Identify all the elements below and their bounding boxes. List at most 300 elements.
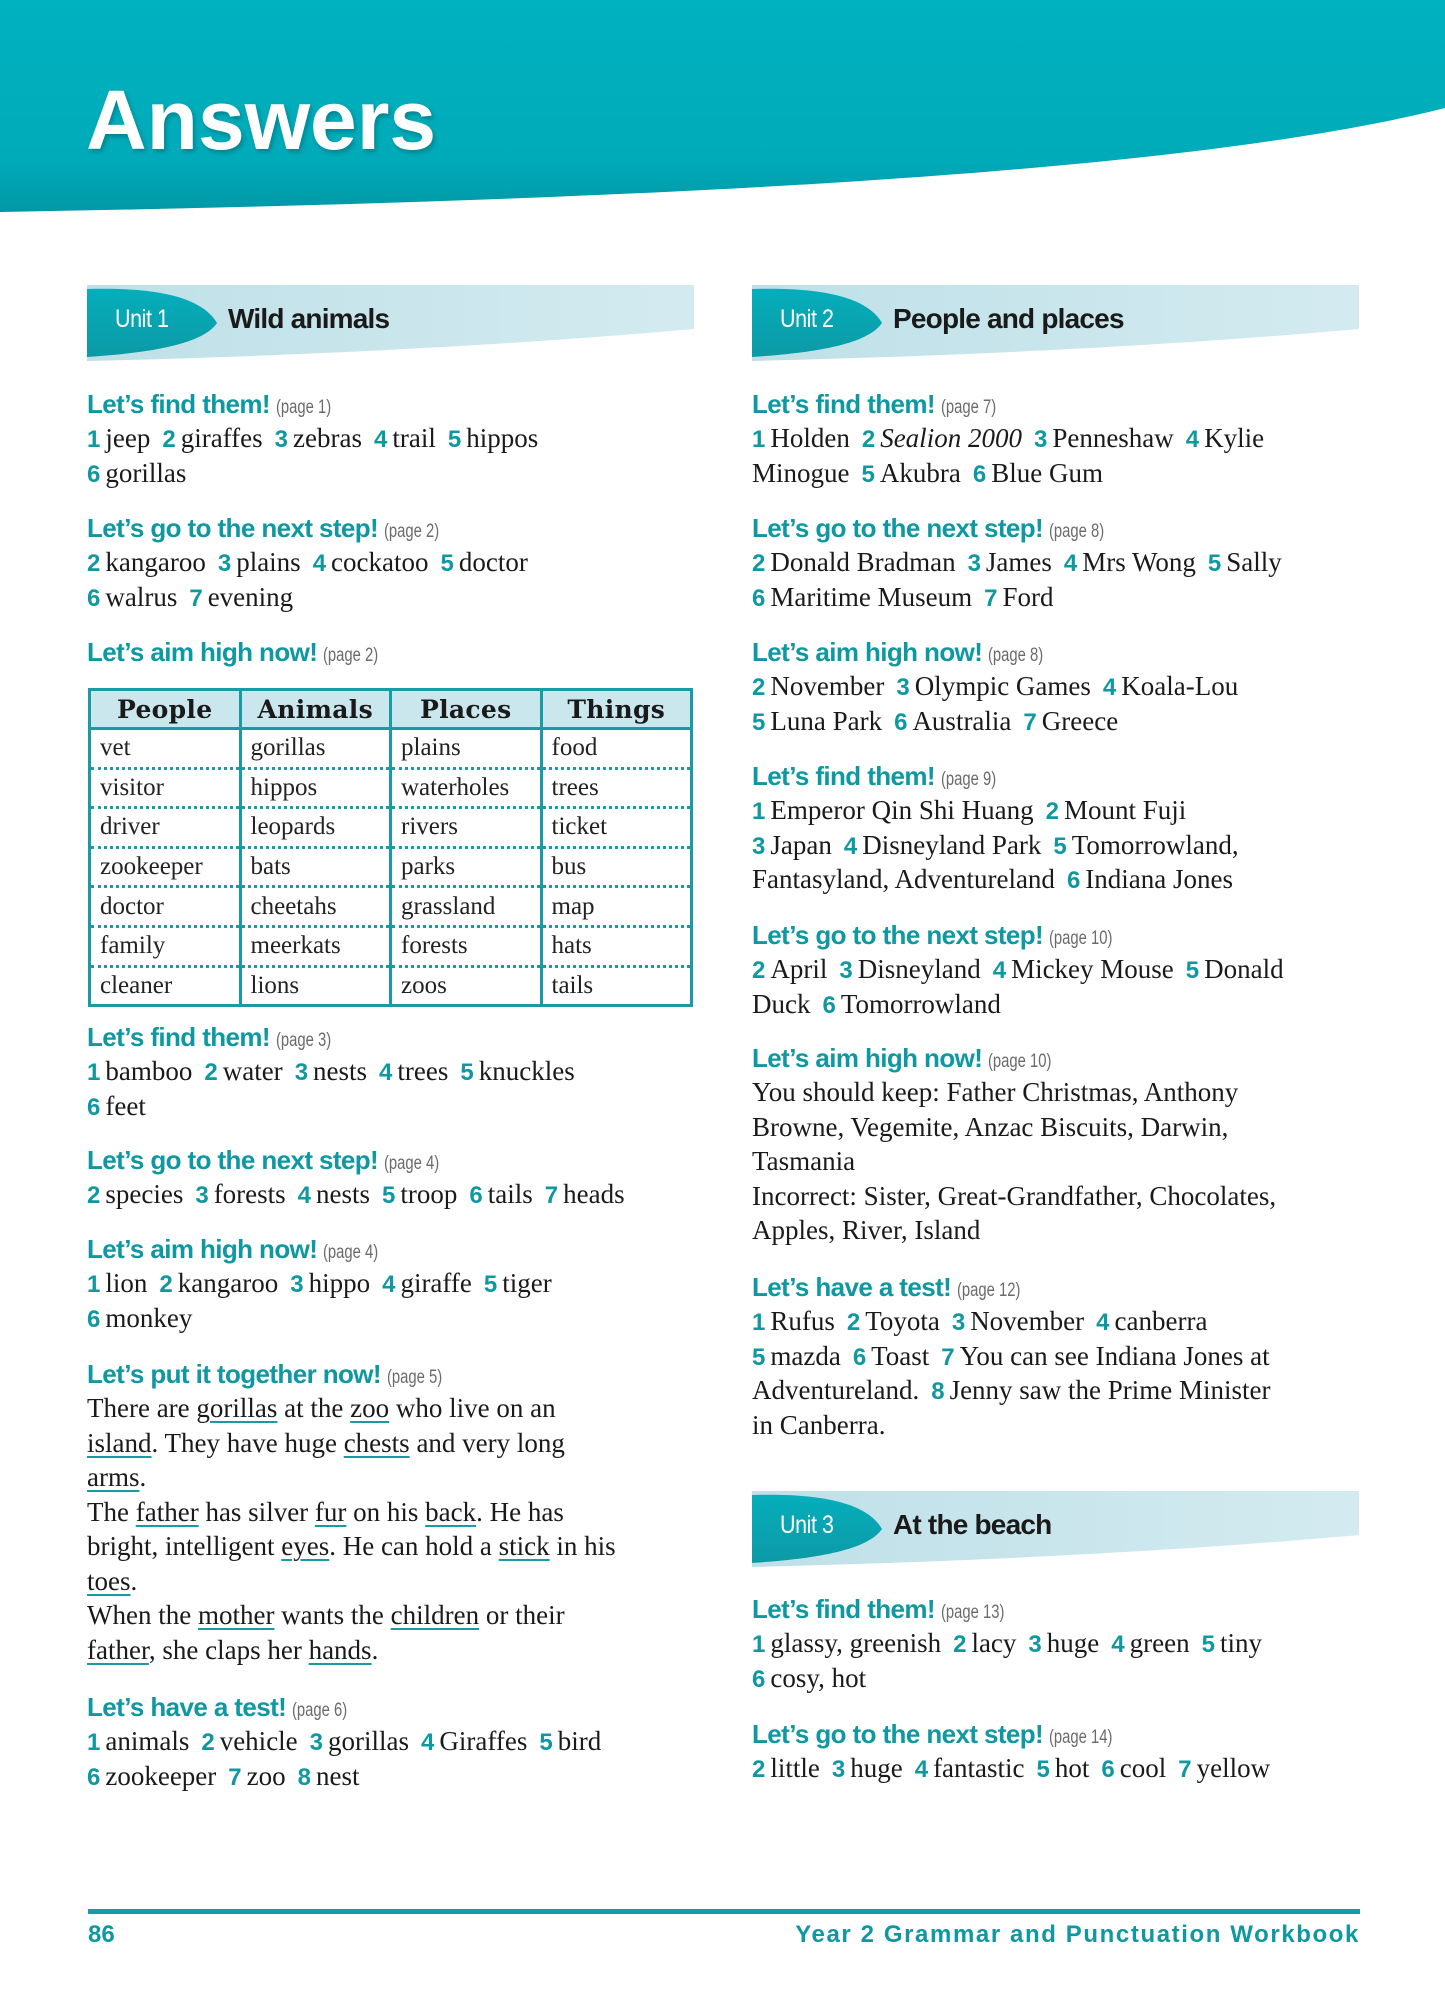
paragraph-text: , she claps her bbox=[148, 1634, 309, 1665]
section-unit1-have-a-test-p6 bbox=[87, 1690, 707, 1793]
section-heading bbox=[752, 387, 1372, 421]
answer-text: knuckles bbox=[478, 1056, 575, 1086]
answer-number: 4 bbox=[297, 1182, 312, 1209]
column-header: Places bbox=[391, 690, 542, 729]
answer-text: doctor bbox=[458, 547, 528, 577]
underlined-noun: chests bbox=[343, 1427, 410, 1458]
answer-number: 5 bbox=[752, 708, 766, 736]
answer-line bbox=[752, 704, 1372, 739]
answer-text: animals bbox=[105, 1726, 190, 1756]
answer-line bbox=[752, 987, 1372, 1022]
answer-text: Mickey Mouse bbox=[1011, 954, 1174, 984]
table-cell: hippos bbox=[240, 768, 391, 808]
answer-number: 6 bbox=[822, 991, 836, 1019]
answer-text: fantastic bbox=[933, 1753, 1025, 1783]
paragraph-line bbox=[87, 1564, 707, 1599]
answer-text: water bbox=[222, 1056, 283, 1086]
answer-number: 2 bbox=[953, 1631, 967, 1658]
table-cell: zoos bbox=[391, 966, 542, 1006]
answer-number: 5 bbox=[1201, 1631, 1215, 1658]
answer-text: giraffes bbox=[180, 423, 263, 453]
table-row bbox=[90, 808, 692, 848]
page-reference: (page 1) bbox=[276, 397, 332, 418]
table-cell: plains bbox=[391, 729, 542, 769]
answer-text: Duck bbox=[752, 988, 811, 1019]
answer-number: 1 bbox=[752, 798, 766, 825]
answer-text: cockatoo bbox=[331, 547, 429, 577]
unit-label: Unit 1 bbox=[115, 305, 169, 333]
section-heading bbox=[87, 387, 707, 421]
table-header-row bbox=[90, 690, 692, 729]
page-reference: (page 3) bbox=[276, 1030, 332, 1051]
answer-number: 5 bbox=[1053, 832, 1067, 860]
answer-text: Akubra bbox=[879, 457, 961, 488]
answer-text: hippo bbox=[308, 1268, 371, 1298]
page-reference: (page 2) bbox=[384, 521, 440, 542]
answer-text: Browne, Vegemite, Anzac Biscuits, Darwin, bbox=[752, 1111, 1229, 1142]
answer-line bbox=[752, 1179, 1372, 1214]
answer-number: 2 bbox=[159, 1271, 173, 1298]
underlined-noun: zoo bbox=[350, 1393, 390, 1423]
answer-number: 4 bbox=[1185, 426, 1200, 453]
answer-number: 2 bbox=[752, 674, 766, 701]
underlined-noun: eyes bbox=[281, 1531, 330, 1561]
table-body bbox=[90, 729, 692, 1006]
answer-number: 3 bbox=[309, 1729, 324, 1756]
answer-number: 7 bbox=[1178, 1756, 1192, 1783]
answer-line bbox=[752, 1213, 1372, 1248]
answer-text: Incorrect: Sister, Great-Grandfather, Chocolates, bbox=[752, 1180, 1277, 1211]
answer-text: Holden bbox=[770, 423, 850, 453]
answer-text: Japan bbox=[770, 829, 832, 860]
section-title: Let’s find them! bbox=[752, 761, 935, 791]
section-title: Let’s find them! bbox=[752, 1594, 935, 1624]
section-unit2-have-a-test-p12 bbox=[752, 1270, 1372, 1442]
section-unit2-find-them-p9 bbox=[752, 759, 1372, 897]
paragraph-text: . bbox=[139, 1462, 147, 1492]
answer-line bbox=[87, 1177, 707, 1212]
unit-1-band bbox=[87, 285, 694, 361]
answer-text: yellow bbox=[1196, 1753, 1271, 1783]
paragraph-text: in his bbox=[549, 1531, 616, 1561]
answer-line bbox=[752, 421, 1372, 456]
answer-text: bird bbox=[557, 1726, 602, 1756]
table-cell: tails bbox=[541, 966, 692, 1006]
paragraph-text: or their bbox=[479, 1600, 565, 1630]
answer-number: 4 bbox=[373, 426, 388, 453]
section-unit2-find-them-p7 bbox=[752, 387, 1372, 490]
answer-text: jeep bbox=[105, 423, 151, 453]
answer-text: Tasmania bbox=[752, 1146, 856, 1176]
answer-line bbox=[752, 1304, 1372, 1339]
table-cell: meerkats bbox=[240, 926, 391, 966]
answer-number: 3 bbox=[1028, 1631, 1042, 1658]
answer-text: Indiana Jones bbox=[1085, 864, 1234, 894]
answer-text: Rufus bbox=[770, 1306, 835, 1336]
unit-label: Unit 3 bbox=[780, 1511, 834, 1539]
answer-text: Adventureland. bbox=[752, 1375, 920, 1405]
answer-text: cosy, hot bbox=[770, 1662, 867, 1693]
answer-text: Australia bbox=[912, 705, 1012, 736]
answer-number: 3 bbox=[294, 1059, 309, 1086]
answer-text: zookeeper bbox=[105, 1760, 217, 1791]
answer-text: Mount Fuji bbox=[1063, 795, 1187, 825]
page-reference: (page 4) bbox=[384, 1153, 440, 1174]
answer-text: Toast bbox=[871, 1340, 930, 1371]
answer-number: 5 bbox=[440, 550, 454, 577]
answer-number: 6 bbox=[1101, 1756, 1115, 1783]
answer-number: 1 bbox=[752, 426, 766, 453]
answer-text: nest bbox=[316, 1760, 360, 1791]
answer-text: nests bbox=[316, 1179, 371, 1209]
answer-line bbox=[752, 1751, 1372, 1786]
answer-number: 3 bbox=[752, 832, 766, 860]
unit-title: People and places bbox=[893, 303, 1124, 334]
paragraph-line bbox=[87, 1460, 707, 1495]
answer-line bbox=[752, 862, 1372, 897]
paragraph-line bbox=[87, 1391, 707, 1426]
paragraph-text: . bbox=[371, 1634, 379, 1665]
answer-line bbox=[752, 952, 1372, 987]
answer-number: 7 bbox=[941, 1343, 955, 1371]
answer-text: gorillas bbox=[105, 457, 187, 488]
table-cell: map bbox=[541, 887, 692, 927]
answer-number: 4 bbox=[382, 1271, 396, 1298]
answer-number: 7 bbox=[189, 584, 203, 612]
section-heading bbox=[752, 635, 1372, 669]
answer-number: 6 bbox=[752, 584, 766, 612]
section-title: Let’s have a test! bbox=[87, 1692, 287, 1722]
section-heading bbox=[752, 759, 1372, 793]
paragraph-text: bright, intelligent bbox=[87, 1531, 282, 1561]
answer-text: feet bbox=[105, 1090, 146, 1121]
section-unit2-next-step-p8 bbox=[752, 511, 1372, 614]
answer-number: 7 bbox=[984, 584, 998, 612]
answer-number: 3 bbox=[831, 1756, 846, 1783]
answer-line bbox=[752, 1626, 1372, 1661]
table-cell: ticket bbox=[541, 808, 692, 848]
answer-text: Sealion 2000 bbox=[880, 423, 1022, 453]
answer-line bbox=[752, 545, 1372, 580]
answer-number: 4 bbox=[1111, 1631, 1125, 1658]
answer-number: 5 bbox=[1185, 957, 1200, 984]
answer-number: 2 bbox=[201, 1729, 215, 1756]
unit-2-band bbox=[752, 285, 1359, 361]
answer-line bbox=[752, 1661, 1372, 1696]
section-heading bbox=[87, 1357, 707, 1391]
page-reference: (page 2) bbox=[323, 645, 379, 666]
answer-text: huge bbox=[1046, 1628, 1100, 1658]
answer-text: forests bbox=[213, 1179, 286, 1209]
answer-number: 3 bbox=[951, 1309, 966, 1336]
answer-number: 5 bbox=[483, 1271, 498, 1298]
answer-number: 2 bbox=[752, 957, 766, 984]
answer-text: walrus bbox=[105, 581, 178, 612]
section-title: Let’s have a test! bbox=[752, 1272, 952, 1302]
underlined-noun: children bbox=[390, 1600, 480, 1630]
answer-number: 5 bbox=[460, 1059, 474, 1086]
answer-number: 1 bbox=[87, 426, 101, 453]
answer-text: Disneyland bbox=[857, 954, 981, 984]
underlined-noun: back bbox=[425, 1496, 477, 1527]
answer-line bbox=[87, 580, 707, 615]
section-heading bbox=[752, 1041, 1372, 1075]
answer-number: 3 bbox=[967, 550, 981, 577]
paragraph-line bbox=[87, 1633, 707, 1668]
paragraph-line bbox=[87, 1495, 707, 1530]
answer-text: Maritime Museum bbox=[770, 581, 973, 612]
section-unit2-aim-high-p8 bbox=[752, 635, 1372, 738]
answer-text: Sally bbox=[1226, 547, 1282, 577]
section-heading bbox=[752, 1270, 1372, 1304]
book-title: Year 2 Grammar and Punctuation Workbook bbox=[795, 1921, 1360, 1948]
answer-number: 4 bbox=[992, 957, 1007, 984]
page-number: 86 bbox=[88, 1921, 115, 1948]
section-unit2-next-step-p10 bbox=[752, 918, 1372, 1021]
section-title: Let’s go to the next step! bbox=[752, 513, 1044, 543]
section-unit1-aim-high-p4 bbox=[87, 1232, 707, 1335]
table-cell: family bbox=[90, 926, 241, 966]
section-title: Let’s find them! bbox=[87, 1022, 270, 1052]
answer-number: 4 bbox=[312, 550, 327, 577]
section-unit1-find-them-p1 bbox=[87, 387, 707, 490]
paragraph-text: . He can hold a bbox=[329, 1531, 499, 1561]
page-reference: (page 8) bbox=[988, 645, 1044, 666]
answer-text: Giraffes bbox=[439, 1726, 528, 1756]
paragraph-line bbox=[87, 1598, 707, 1633]
answer-number: 2 bbox=[204, 1059, 218, 1086]
answer-text: species bbox=[105, 1179, 184, 1209]
answer-number: 6 bbox=[87, 1763, 101, 1791]
answer-text: November bbox=[970, 1306, 1085, 1336]
answer-text: November bbox=[770, 671, 885, 701]
answer-text: kangaroo bbox=[105, 547, 206, 577]
answer-text: Olympic Games bbox=[914, 671, 1091, 701]
answer-line bbox=[752, 828, 1372, 863]
answer-number: 2 bbox=[846, 1309, 861, 1336]
section-heading bbox=[87, 635, 707, 669]
underlined-noun: mother bbox=[197, 1600, 275, 1630]
answer-number: 6 bbox=[894, 708, 908, 736]
table-cell: forests bbox=[391, 926, 542, 966]
table-cell: bus bbox=[541, 847, 692, 887]
unit-3-band bbox=[752, 1491, 1359, 1567]
answer-text: giraffe bbox=[400, 1268, 472, 1298]
underlined-noun: gorillas bbox=[196, 1393, 278, 1423]
answer-text: gorillas bbox=[328, 1726, 410, 1756]
answer-line bbox=[752, 1373, 1372, 1408]
paragraph-text: and very long bbox=[409, 1427, 565, 1458]
answer-number: 3 bbox=[1033, 426, 1048, 453]
paragraph-line bbox=[87, 1426, 707, 1461]
column-header: People bbox=[90, 690, 241, 729]
section-title: Let’s go to the next step! bbox=[87, 513, 379, 543]
answer-text: Mrs Wong bbox=[1082, 547, 1196, 577]
page-reference: (page 14) bbox=[1049, 1727, 1113, 1748]
section-heading bbox=[752, 511, 1372, 545]
answer-number: 6 bbox=[1066, 867, 1081, 894]
answer-text: James bbox=[985, 547, 1052, 577]
paragraph-text: . He has bbox=[476, 1496, 564, 1527]
answer-number: 2 bbox=[87, 550, 101, 577]
answer-number: 3 bbox=[217, 550, 232, 577]
page-reference: (page 12) bbox=[957, 1280, 1021, 1301]
answer-number: 6 bbox=[752, 1665, 766, 1693]
answer-text: trees bbox=[397, 1056, 449, 1086]
page-reference: (page 13) bbox=[941, 1602, 1005, 1623]
answer-text: evening bbox=[207, 581, 294, 612]
answer-number: 4 bbox=[379, 1059, 393, 1086]
section-title: Let’s aim high now! bbox=[752, 1043, 983, 1073]
answer-number: 5 bbox=[382, 1182, 396, 1209]
answer-text: tails bbox=[487, 1179, 533, 1209]
unit-title: Wild animals bbox=[228, 303, 390, 334]
answer-number: 5 bbox=[1036, 1756, 1050, 1783]
section-unit2-aim-high-p10 bbox=[752, 1041, 1372, 1248]
section-title: Let’s find them! bbox=[752, 389, 935, 419]
answer-line bbox=[87, 421, 707, 456]
paragraph-text: . bbox=[130, 1565, 138, 1596]
answer-number: 7 bbox=[1023, 708, 1037, 736]
answer-text: April bbox=[770, 954, 828, 984]
section-title: Let’s go to the next step! bbox=[752, 1719, 1044, 1749]
section-title: Let’s aim high now! bbox=[752, 637, 983, 667]
answer-text: in Canberra. bbox=[752, 1409, 886, 1440]
table-cell: waterholes bbox=[391, 768, 542, 808]
answer-text: tiny bbox=[1219, 1628, 1262, 1658]
answer-text: glassy, greenish bbox=[770, 1628, 942, 1658]
answer-number: 4 bbox=[1063, 550, 1078, 577]
table-cell: trees bbox=[541, 768, 692, 808]
section-heading bbox=[87, 511, 707, 545]
answer-number: 4 bbox=[914, 1756, 929, 1783]
paragraph-text: There are bbox=[87, 1393, 197, 1423]
answer-number: 6 bbox=[87, 584, 101, 612]
answer-number: 6 bbox=[87, 1093, 101, 1121]
answer-number: 8 bbox=[931, 1378, 945, 1405]
answer-text: tiger bbox=[502, 1268, 552, 1298]
answer-text: Fantasyland, Adventureland bbox=[752, 864, 1055, 894]
answer-line bbox=[87, 1089, 707, 1124]
answer-line bbox=[87, 545, 707, 580]
paragraph-text: at the bbox=[277, 1393, 351, 1423]
page-reference: (page 9) bbox=[941, 769, 997, 790]
answer-text: Donald bbox=[1204, 954, 1284, 984]
underlined-noun: stick bbox=[498, 1531, 550, 1561]
answer-number: 6 bbox=[87, 460, 101, 488]
section-heading bbox=[87, 1020, 707, 1054]
answer-number: 1 bbox=[87, 1271, 101, 1298]
answer-number: 2 bbox=[87, 1182, 101, 1209]
section-unit1-next-step-p2 bbox=[87, 511, 707, 614]
answer-text: Greece bbox=[1041, 705, 1119, 736]
table-cell: leopards bbox=[240, 808, 391, 848]
answer-text: Tomorrowland bbox=[840, 988, 1001, 1019]
page-reference: (page 4) bbox=[323, 1242, 379, 1263]
answer-text: Apples, River, Island bbox=[752, 1215, 981, 1245]
answer-line bbox=[752, 1339, 1372, 1374]
word-sort-table bbox=[88, 688, 693, 1007]
underlined-noun: hands bbox=[308, 1634, 372, 1665]
underlined-noun: father bbox=[87, 1634, 149, 1665]
answer-number: 3 bbox=[274, 426, 289, 453]
answer-text: mazda bbox=[770, 1340, 841, 1371]
answer-text: hot bbox=[1054, 1753, 1090, 1783]
section-unit1-next-step-p4 bbox=[87, 1143, 707, 1212]
answer-text: plains bbox=[236, 547, 301, 577]
answer-number: 4 bbox=[1096, 1309, 1110, 1336]
page-reference: (page 7) bbox=[941, 397, 997, 418]
unit-title: At the beach bbox=[893, 1509, 1052, 1540]
answer-line bbox=[752, 456, 1372, 491]
answer-number: 4 bbox=[421, 1729, 435, 1756]
answer-number: 2 bbox=[1045, 798, 1059, 825]
answer-number: 4 bbox=[843, 832, 858, 860]
page-reference: (page 10) bbox=[988, 1051, 1052, 1072]
answer-text: vehicle bbox=[219, 1726, 298, 1756]
column-header: Things bbox=[541, 690, 692, 729]
answer-line bbox=[87, 1724, 707, 1759]
answer-text: Toyota bbox=[865, 1306, 940, 1336]
answer-text: cool bbox=[1119, 1753, 1167, 1783]
column-header: Animals bbox=[240, 690, 391, 729]
section-heading bbox=[752, 918, 1372, 952]
answer-number: 3 bbox=[195, 1182, 209, 1209]
table-cell: hats bbox=[541, 926, 692, 966]
paragraph-text: The bbox=[87, 1496, 136, 1527]
page-reference: (page 5) bbox=[386, 1367, 443, 1388]
table-row bbox=[90, 966, 692, 1006]
answer-number: 5 bbox=[1207, 550, 1222, 577]
section-heading bbox=[87, 1232, 707, 1266]
answer-number: 6 bbox=[852, 1343, 867, 1371]
paragraph-text: wants the bbox=[274, 1600, 391, 1630]
table-cell: lions bbox=[240, 966, 391, 1006]
paragraph-text: on his bbox=[346, 1496, 426, 1527]
section-unit3-next-step-p14 bbox=[752, 1717, 1372, 1786]
answer-number: 3 bbox=[290, 1271, 304, 1298]
answer-text: lion bbox=[105, 1268, 148, 1298]
answer-text: Koala-Lou bbox=[1121, 671, 1239, 701]
answer-number: 2 bbox=[752, 1756, 766, 1783]
answer-text: You should keep: Father Christmas, Anthony bbox=[752, 1077, 1239, 1107]
table-cell: cleaner bbox=[90, 966, 241, 1006]
section-title: Let’s aim high now! bbox=[87, 637, 318, 667]
paragraph-text: . They have huge bbox=[151, 1427, 344, 1458]
answer-text: lacy bbox=[971, 1628, 1017, 1658]
answer-number: 6 bbox=[469, 1182, 483, 1209]
section-unit1-put-together-p5 bbox=[87, 1357, 707, 1667]
answer-number: 3 bbox=[896, 674, 910, 701]
answer-text: Blue Gum bbox=[991, 457, 1103, 488]
footer-divider bbox=[88, 1909, 1360, 1914]
table-cell: doctor bbox=[90, 887, 241, 927]
answer-line bbox=[87, 456, 707, 491]
table-cell: cheetahs bbox=[240, 887, 391, 927]
answer-number: 5 bbox=[752, 1343, 766, 1371]
section-unit1-aim-high-p2 bbox=[87, 635, 707, 669]
page-reference: (page 10) bbox=[1049, 928, 1113, 949]
page-reference: (page 8) bbox=[1049, 521, 1105, 542]
section-unit1-find-them-p3 bbox=[87, 1020, 707, 1123]
table-cell: food bbox=[541, 729, 692, 769]
table-cell: gorillas bbox=[240, 729, 391, 769]
answer-text: Jenny saw the Prime Minister bbox=[949, 1375, 1271, 1405]
table-cell: parks bbox=[391, 847, 542, 887]
paragraph-text: When the bbox=[87, 1600, 198, 1630]
section-heading bbox=[87, 1690, 707, 1724]
paragraph-text: has silver bbox=[198, 1496, 315, 1527]
